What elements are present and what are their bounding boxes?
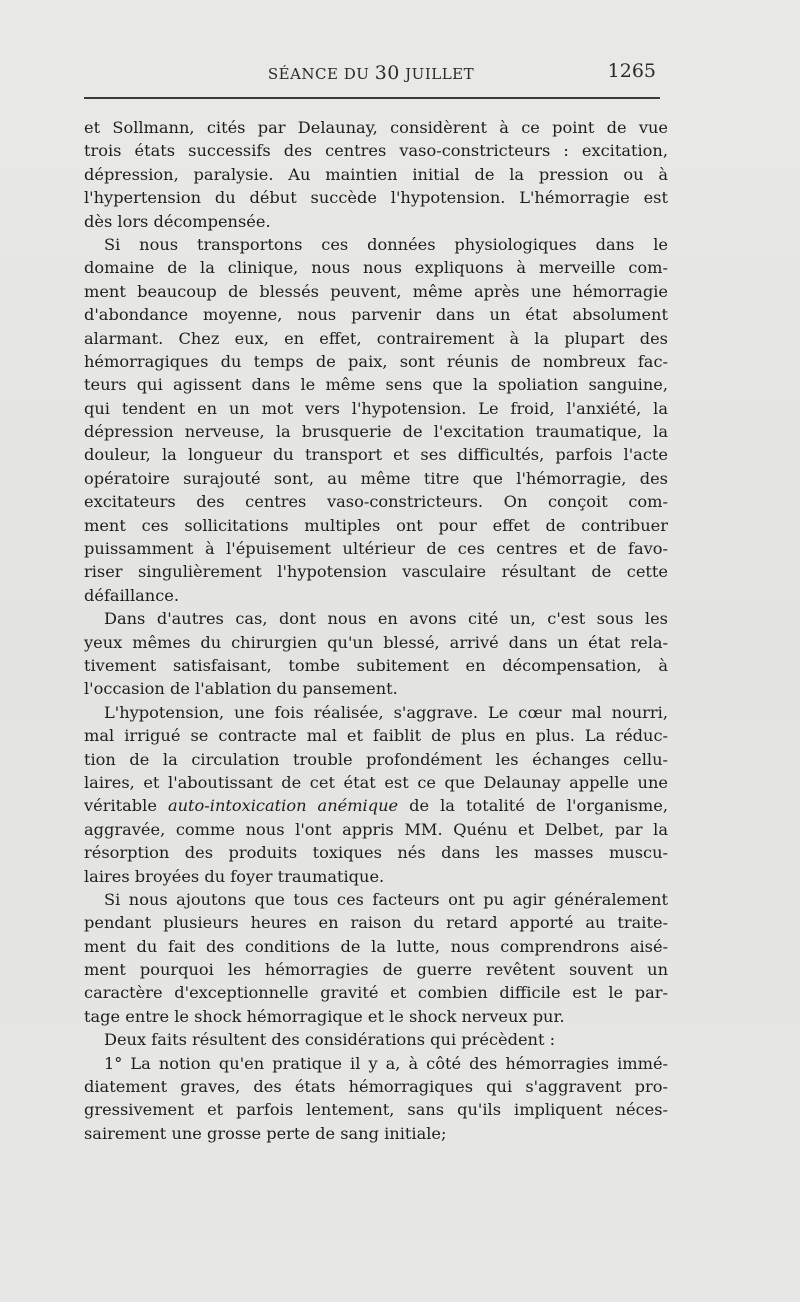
text-line: L'hypotension, une fois réalisée, s'aggrave. Le cœur mal nourri, [104, 702, 668, 722]
text-line: ment ces sollicitations multiples ont pour effet de contribuer [84, 515, 668, 535]
text-line: Si nous ajoutons que tous ces facteurs ont pu agir généralement [104, 889, 668, 909]
paragraph-4 [84, 701, 668, 888]
running-title-prefix: SÉANCE DU [267, 65, 375, 83]
text-line: dépression nerveuse, la brusquerie de l'excitation traumatique, la [84, 422, 668, 442]
running-title-suffix: JUILLET [399, 65, 475, 83]
running-title [84, 62, 658, 84]
page-number: 1265 [607, 60, 656, 82]
text-line: mal irrigué se contracte mal et faiblit de plus en plus. La réduc- [84, 726, 668, 746]
text-line: défaillance. [84, 585, 179, 605]
text-line: puissamment à l'épuisement ultérieur de ces centres et de favo- [84, 539, 668, 559]
paragraph-6 [84, 1028, 668, 1051]
text-line: ment beaucoup de blessés peuvent, même après une hémorragie [84, 281, 668, 301]
text-line: dès lors décompensée. [84, 211, 271, 231]
text-line: diatement graves, des états hémorragiques qui s'aggravent pro- [84, 1077, 668, 1097]
paragraph-1 [84, 116, 668, 233]
paragraph-7 [84, 1052, 668, 1146]
text-line: tivement satisfaisant, tombe subitement en décompensation, à [84, 655, 668, 675]
text-line: et Sollmann, cités par Delaunay, considèrent à ce point de vue [84, 118, 668, 137]
line-tail: de la totalité de l'organisme, [398, 796, 668, 816]
paragraph-3 [84, 607, 668, 701]
text-line: tage entre le shock hémorragique et le shock nerveux pur. [84, 1006, 565, 1026]
text-line: pendant plusieurs heures en raison du retard apporté au traite- [84, 913, 668, 933]
text-line: 1° La notion qu'en pratique il y a, à côté des hémorragies immé- [104, 1053, 668, 1073]
italic-phrase: auto-intoxication anémique [167, 796, 399, 816]
text-line: Dans d'autres cas, dont nous en avons cité un, c'est sous les [104, 609, 668, 629]
text-line: laires, et l'aboutissant de cet état est ce que Delaunay appelle une [84, 772, 668, 792]
text-line: l'hypertension du début succède l'hypotension. L'hémorragie est [84, 188, 668, 208]
text-line: dépression, paralysie. Au maintien initial de la pression ou à [84, 164, 668, 184]
text-line: tion de la circulation trouble profondément les échanges cellu- [84, 749, 668, 769]
paragraph-2 [84, 233, 668, 607]
header-rule [84, 97, 660, 99]
text-line-with-italic [84, 794, 668, 817]
text-line: Deux faits résultent des considérations qui précèdent : [104, 1030, 556, 1050]
text-line: alarmant. Chez eux, en effet, contrairement à la plupart des [84, 328, 668, 348]
running-title-day: 30 [374, 62, 400, 84]
text-line: hémorragiques du temps de paix, sont réunis de nombreux fac- [84, 351, 668, 371]
text-line: ment pourquoi les hémorragies de guerre revêtent souvent un [84, 960, 668, 980]
text-line: qui tendent en un mot vers l'hypotension. Le froid, l'anxiété, la [84, 398, 668, 418]
paragraph-5 [84, 888, 668, 1028]
text-line: riser singulièrement l'hypotension vasculaire résultant de cette [84, 562, 668, 582]
text-line: caractère d'exceptionnelle gravité et combien difficile est le par- [84, 983, 668, 1003]
text-line: résorption des produits toxiques nés dans les masses muscu- [84, 843, 668, 863]
text-line: aggravée, comme nous l'ont appris MM. Quénu et Delbet, par la [84, 819, 668, 839]
line-head: véritable [84, 796, 168, 816]
text-line: gressivement et parfois lentement, sans qu'ils impliquent néces- [84, 1100, 668, 1120]
text-line: ment du fait des conditions de la lutte, nous comprendrons aisé- [84, 936, 668, 956]
text-line: opératoire surajouté sont, au même titre que l'hémorragie, des [84, 468, 668, 488]
text-line: excitateurs des centres vaso-constricteurs. On conçoit com- [84, 492, 668, 512]
text-line: yeux mêmes du chirurgien qu'un blessé, arrivé dans un état rela- [84, 632, 668, 652]
text-line: laires broyées du foyer traumatique. [84, 866, 385, 886]
text-line: teurs qui agissent dans le même sens que la spoliation sanguine, [84, 375, 668, 395]
text-line: domaine de la clinique, nous nous expliquons à merveille com- [84, 258, 668, 278]
text-line: douleur, la longueur du transport et ses difficultés, parfois l'acte [84, 445, 668, 465]
text-line: d'abondance moyenne, nous parvenir dans un état absolument [84, 305, 668, 325]
text-line: trois états successifs des centres vaso-constricteurs : excitation, [84, 141, 668, 161]
text-line: sairement une grosse perte de sang initiale; [84, 1123, 447, 1143]
text-line: Si nous transportons ces données physiologiques dans le [104, 234, 668, 254]
text-line: l'occasion de l'ablation du pansement. [84, 679, 398, 699]
page-header [84, 60, 658, 84]
body-text [84, 116, 668, 1145]
